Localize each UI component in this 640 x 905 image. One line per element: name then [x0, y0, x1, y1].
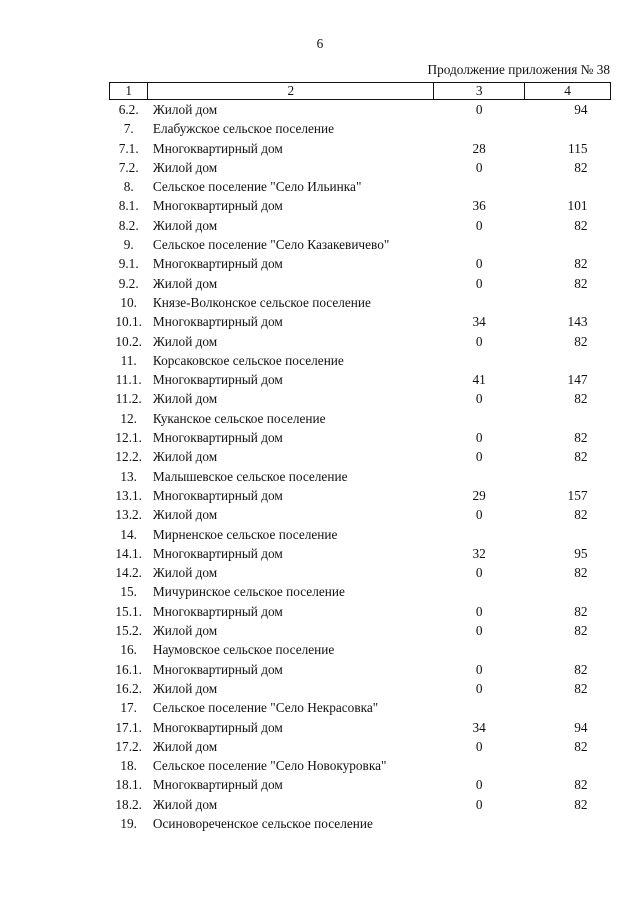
row-number: 8.2.: [118, 217, 139, 233]
row-number: 15.: [120, 584, 137, 600]
row-value-4: 143: [567, 314, 588, 330]
row-value-4: 82: [574, 256, 588, 272]
row-number: 18.2.: [115, 796, 142, 812]
table-row: [110, 216, 611, 235]
table-row: [110, 100, 611, 120]
row-value-3: 41: [472, 372, 486, 388]
row-name: Жилой дом: [152, 680, 218, 696]
row-number: 15.1.: [115, 603, 142, 619]
row-name: Жилой дом: [152, 738, 218, 754]
row-number: 8.1.: [118, 198, 139, 214]
row-value-3: 36: [472, 198, 486, 214]
table-row: [110, 370, 611, 389]
row-value-3: [434, 640, 525, 659]
table-row: [110, 718, 611, 737]
column-header-3: 3: [434, 83, 525, 100]
row-name: Многоквартирный дом: [152, 603, 283, 619]
row-number: 10.2.: [115, 333, 142, 349]
row-name: Жилой дом: [152, 449, 218, 465]
row-value-4: 82: [574, 449, 588, 465]
row-value-3: 34: [472, 314, 486, 330]
row-value-4: 82: [574, 565, 588, 581]
row-name: Жилой дом: [152, 102, 218, 117]
row-number: 14.2.: [115, 565, 142, 581]
table-row: [110, 196, 611, 215]
table-row: [110, 139, 611, 158]
row-name: Многоквартирный дом: [152, 777, 283, 793]
row-value-4: 82: [574, 680, 588, 696]
table-row: [110, 756, 611, 775]
row-name: Сельское поселение "Село Ильинка": [152, 179, 362, 195]
row-value-4: [525, 293, 611, 312]
row-value-4: 95: [574, 545, 588, 561]
row-number: 11.1.: [115, 372, 142, 388]
row-value-3: [434, 235, 525, 254]
row-name: Жилой дом: [152, 159, 218, 175]
row-number: 13.: [120, 468, 137, 484]
row-name: Мирненское сельское поселение: [152, 526, 338, 542]
row-value-4: [525, 177, 611, 196]
row-number: 18.1.: [115, 777, 142, 793]
row-name: Многоквартирный дом: [152, 140, 283, 156]
row-value-3: 0: [475, 159, 483, 175]
row-value-3: 0: [475, 275, 483, 291]
row-name: Многоквартирный дом: [152, 198, 283, 214]
row-name: Сельское поселение "Село Некрасовка": [152, 700, 379, 716]
row-name: Многоквартирный дом: [152, 430, 283, 446]
table-row: [110, 332, 611, 351]
row-value-3: [434, 467, 525, 486]
row-name: Елабужское сельское поселение: [152, 121, 335, 137]
row-name: Жилой дом: [152, 565, 218, 581]
row-value-4: 82: [574, 217, 588, 233]
row-number: 9.: [123, 237, 134, 253]
row-value-3: 0: [475, 796, 483, 812]
table-row: [110, 544, 611, 563]
row-number: 14.1.: [115, 545, 142, 561]
row-value-4: [525, 756, 611, 775]
row-name: Князе-Волконское сельское поселение: [152, 294, 371, 310]
table-row: [110, 679, 611, 698]
row-number: 6.2.: [118, 102, 139, 117]
row-number: 16.2.: [115, 680, 142, 696]
table-row: [110, 177, 611, 196]
row-value-4: 82: [574, 603, 588, 619]
row-number: 11.: [120, 352, 137, 368]
row-name: Жилой дом: [152, 623, 218, 639]
row-value-4: 82: [574, 391, 588, 407]
row-value-4: [525, 640, 611, 659]
row-value-4: 157: [567, 487, 588, 503]
row-number: 12.1.: [115, 430, 142, 446]
row-number: 7.: [123, 121, 134, 137]
row-number: 9.1.: [118, 256, 139, 272]
row-name: Жилой дом: [152, 217, 218, 233]
row-value-3: [434, 177, 525, 196]
row-value-3: [434, 119, 525, 138]
row-value-3: 0: [475, 217, 483, 233]
table-row: [110, 660, 611, 679]
row-number: 13.2.: [115, 507, 142, 523]
row-value-3: [434, 351, 525, 370]
row-value-3: 0: [475, 661, 483, 677]
row-number: 9.2.: [118, 275, 139, 291]
row-value-4: [525, 351, 611, 370]
row-value-4: 82: [574, 777, 588, 793]
row-name: Осиновореченское сельское поселение: [152, 815, 373, 831]
row-value-4: [525, 467, 611, 486]
page-number: 6: [316, 36, 324, 51]
appendix-caption: Продолжение приложения № 38: [427, 62, 610, 77]
row-value-4: 82: [574, 159, 588, 175]
row-name: Жилой дом: [152, 507, 218, 523]
table-row: [110, 274, 611, 293]
row-value-3: 0: [475, 565, 483, 581]
row-number: 10.: [120, 294, 137, 310]
row-number: 12.2.: [115, 449, 142, 465]
row-value-3: 29: [472, 487, 486, 503]
table-row: [110, 640, 611, 659]
row-name: Жилой дом: [152, 333, 218, 349]
table-header-row: [110, 83, 611, 100]
row-value-3: 34: [472, 719, 486, 735]
row-number: 18.: [120, 758, 137, 774]
table-row: [110, 119, 611, 138]
row-value-4: [525, 235, 611, 254]
column-header-4: 4: [525, 83, 611, 100]
row-value-3: 0: [475, 603, 483, 619]
row-name: Куканское сельское поселение: [152, 410, 326, 426]
table-row: [110, 737, 611, 756]
row-value-4: [525, 409, 611, 428]
row-value-4: 82: [574, 507, 588, 523]
row-value-4: 94: [574, 102, 588, 117]
table-row: [110, 582, 611, 601]
row-value-4: [525, 814, 611, 833]
row-value-3: 0: [475, 102, 483, 117]
table-row: [110, 293, 611, 312]
table-row: [110, 467, 611, 486]
row-value-4: 82: [574, 661, 588, 677]
row-value-4: 94: [574, 719, 588, 735]
row-value-3: 0: [475, 449, 483, 465]
row-value-3: 0: [475, 777, 483, 793]
row-value-4: [525, 582, 611, 601]
row-number: 17.: [120, 700, 137, 716]
row-value-3: [434, 582, 525, 601]
table-row: [110, 447, 611, 466]
table-row: [110, 563, 611, 582]
row-number: 17.2.: [115, 738, 142, 754]
table-row: [110, 602, 611, 621]
row-value-3: [434, 525, 525, 544]
row-name: Корсаковское сельское поселение: [152, 352, 344, 368]
row-value-3: 0: [475, 507, 483, 523]
row-number: 19.: [120, 815, 137, 831]
row-value-3: 0: [475, 333, 483, 349]
row-value-3: [434, 756, 525, 775]
row-name: Жилой дом: [152, 275, 218, 291]
column-header-2: 2: [148, 83, 434, 100]
table-row: [110, 312, 611, 331]
table-row: [110, 505, 611, 524]
table-row: [110, 814, 611, 833]
table-row: [110, 698, 611, 717]
row-value-3: [434, 293, 525, 312]
row-name: Мичуринское сельское поселение: [152, 584, 345, 600]
row-value-3: [434, 814, 525, 833]
row-value-3: 0: [475, 391, 483, 407]
column-header-1: 1: [110, 83, 148, 100]
row-number: 12.: [120, 410, 137, 426]
row-value-3: [434, 698, 525, 717]
row-name: Сельское поселение "Село Новокуровка": [152, 758, 387, 774]
row-name: Многоквартирный дом: [152, 314, 283, 330]
row-value-4: 82: [574, 738, 588, 754]
row-value-3: 0: [475, 256, 483, 272]
row-value-4: 115: [568, 140, 588, 156]
row-value-3: 32: [472, 545, 486, 561]
table-row: [110, 486, 611, 505]
row-name: Сельское поселение "Село Казакевичево": [152, 237, 390, 253]
table-row: [110, 351, 611, 370]
row-value-3: 28: [472, 140, 486, 156]
row-name: Многоквартирный дом: [152, 719, 283, 735]
row-number: 7.1.: [118, 140, 139, 156]
data-table: [109, 82, 611, 833]
row-name: Многоквартирный дом: [152, 545, 283, 561]
row-value-4: 82: [574, 430, 588, 446]
table-row: [110, 795, 611, 814]
row-value-4: 101: [567, 198, 588, 214]
table-row: [110, 621, 611, 640]
row-name: Малышевское сельское поселение: [152, 468, 348, 484]
table-body: [110, 100, 611, 834]
row-value-4: 82: [574, 275, 588, 291]
row-name: Многоквартирный дом: [152, 372, 283, 388]
row-number: 8.: [123, 179, 134, 195]
row-number: 15.2.: [115, 623, 142, 639]
row-number: 14.: [120, 526, 137, 542]
row-value-3: 0: [475, 738, 483, 754]
table-row: [110, 254, 611, 273]
row-value-3: [434, 409, 525, 428]
row-number: 16.1.: [115, 661, 142, 677]
table-row: [110, 775, 611, 794]
table-row: [110, 525, 611, 544]
row-name: Жилой дом: [152, 796, 218, 812]
row-number: 16.: [120, 642, 137, 658]
table-row: [110, 235, 611, 254]
row-value-4: [525, 525, 611, 544]
row-number: 7.2.: [118, 159, 139, 175]
row-number: 13.1.: [115, 487, 142, 503]
row-value-4: 147: [567, 372, 588, 388]
row-value-4: 82: [574, 796, 588, 812]
row-name: Многоквартирный дом: [152, 661, 283, 677]
table-row: [110, 428, 611, 447]
table-row: [110, 389, 611, 408]
row-number: 11.2.: [115, 391, 142, 407]
table-row: [110, 409, 611, 428]
row-name: Многоквартирный дом: [152, 487, 283, 503]
row-number: 10.1.: [115, 314, 142, 330]
row-number: 17.1.: [115, 719, 142, 735]
row-value-3: 0: [475, 680, 483, 696]
row-value-4: 82: [574, 333, 588, 349]
row-name: Наумовское сельское поселение: [152, 642, 335, 658]
row-value-3: 0: [475, 623, 483, 639]
row-value-3: 0: [475, 430, 483, 446]
row-name: Жилой дом: [152, 391, 218, 407]
row-value-4: [525, 698, 611, 717]
row-value-4: 82: [574, 623, 588, 639]
row-value-4: [525, 119, 611, 138]
row-name: Многоквартирный дом: [152, 256, 283, 272]
table-row: [110, 158, 611, 177]
